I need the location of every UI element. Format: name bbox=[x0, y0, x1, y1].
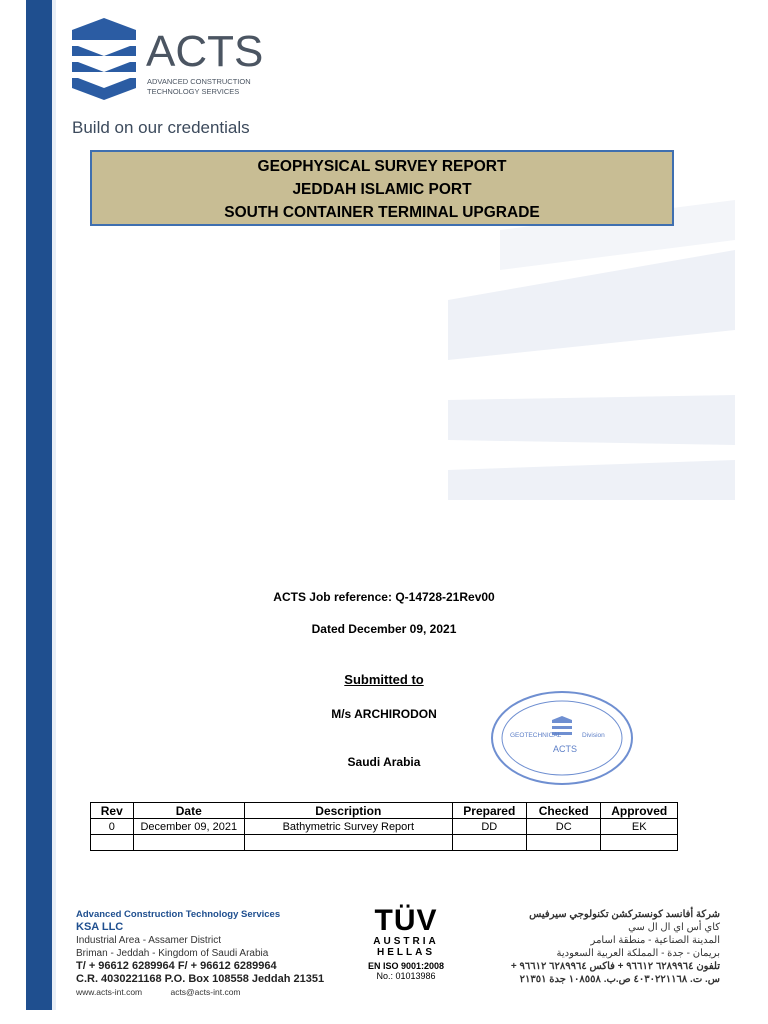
client-country: Saudi Arabia bbox=[347, 755, 421, 769]
cell-prepared bbox=[452, 835, 526, 851]
brand-tagline: Build on our credentials bbox=[72, 118, 250, 137]
header-prepared: Prepared bbox=[452, 803, 526, 819]
title-line-1: GEOPHYSICAL SURVEY REPORT bbox=[257, 158, 507, 175]
report-title-box bbox=[90, 150, 674, 226]
report-date: Dated December 09, 2021 bbox=[311, 622, 457, 636]
left-accent-stripe bbox=[52, 0, 56, 1010]
tuv-hellas: HELLAS bbox=[377, 947, 435, 958]
cell-description: Bathymetric Survey Report bbox=[245, 819, 453, 835]
cell-date bbox=[133, 835, 245, 851]
submitted-to-heading: Submitted to bbox=[344, 672, 424, 687]
footer-ar-address1: المدينة الصناعية - منطقة اسامر bbox=[590, 935, 720, 946]
footer-entity: KSA LLC bbox=[76, 921, 124, 933]
header-date: Date bbox=[133, 803, 245, 819]
acts-logo-mark bbox=[72, 16, 262, 112]
header-rev: Rev bbox=[91, 803, 134, 819]
client-name: M/s ARCHIRODON bbox=[331, 707, 437, 721]
svg-text:ACTS: ACTS bbox=[146, 27, 262, 76]
footer-website[interactable]: www.acts-int.com bbox=[76, 987, 143, 997]
footer-company: Advanced Construction Technology Services bbox=[76, 909, 281, 920]
footer-ar-company: شركة أفانسد كونستركشن تكنولوجي سيرفيس bbox=[529, 909, 720, 920]
header-description: Description bbox=[245, 803, 453, 819]
table-row bbox=[91, 835, 678, 851]
footer-address-line1: Industrial Area - Assamer District bbox=[76, 935, 222, 946]
left-accent-bar bbox=[26, 0, 52, 1010]
cell-rev: 0 bbox=[91, 819, 134, 835]
cell-checked: DC bbox=[527, 819, 601, 835]
revision-table bbox=[90, 802, 678, 851]
title-line-3: SOUTH CONTAINER TERMINAL UPGRADE bbox=[224, 204, 540, 221]
tuv-certification bbox=[364, 906, 448, 981]
table-header-row bbox=[91, 803, 678, 819]
svg-text:Division: Division bbox=[582, 732, 605, 739]
cell-prepared: DD bbox=[452, 819, 526, 835]
cell-approved bbox=[601, 835, 678, 851]
certificate-number: No.: 01013986 bbox=[376, 971, 436, 981]
cell-description bbox=[245, 835, 453, 851]
svg-text:ADVANCED CONSTRUCTION: ADVANCED CONSTRUCTION bbox=[147, 77, 251, 86]
footer-ar-address2: بريمان - جدة - المملكة العربية السعودية bbox=[556, 948, 720, 959]
footer-ar-phone: تلفون ٦٢٨٩٩٦٤ ٩٦٦١٢ + فاكس ٦٢٨٩٩٦٤ ٩٦٦١٢ + bbox=[510, 961, 720, 972]
table-row bbox=[91, 819, 678, 835]
company-stamp bbox=[490, 690, 634, 791]
footer-email[interactable]: acts@acts-int.com bbox=[170, 987, 241, 997]
footer-phone-fax: T/ + 96612 6289964 F/ + 96612 6289964 bbox=[76, 960, 277, 972]
svg-text:GEOTECHNICAL: GEOTECHNICAL bbox=[510, 732, 562, 739]
cell-rev bbox=[91, 835, 134, 851]
footer-address-line2: Briman - Jeddah - Kingdom of Saudi Arabia bbox=[76, 948, 269, 959]
header-approved: Approved bbox=[601, 803, 678, 819]
footer-address-english bbox=[76, 908, 324, 999]
cell-approved: EK bbox=[601, 819, 678, 835]
cell-date: December 09, 2021 bbox=[133, 819, 245, 835]
tuv-logo: TÜV bbox=[374, 904, 438, 937]
acts-logo bbox=[72, 16, 262, 117]
iso-standard: EN ISO 9001:2008 bbox=[367, 961, 445, 971]
job-reference: ACTS Job reference: Q-14728-21Rev00 bbox=[273, 590, 495, 604]
cell-checked bbox=[527, 835, 601, 851]
footer-ar-entity: كاي أس اي ال ال سي bbox=[628, 922, 720, 933]
tuv-austria: AUSTRIA bbox=[373, 936, 439, 947]
header-checked: Checked bbox=[527, 803, 601, 819]
footer-ar-cr: س. ت. ٤٠٣٠٢٢١١٦٨ ص.ب. ١٠٨٥٥٨ جدة ٢١٣٥١ bbox=[519, 974, 720, 985]
background-building-graphic bbox=[440, 200, 740, 560]
footer-cr-po: C.R. 4030221168 P.O. Box 108558 Jeddah 21351 bbox=[76, 973, 325, 985]
title-line-2: JEDDAH ISLAMIC PORT bbox=[292, 181, 472, 198]
svg-text:ACTS: ACTS bbox=[553, 744, 578, 754]
svg-text:TECHNOLOGY SERVICES: TECHNOLOGY SERVICES bbox=[147, 87, 240, 96]
footer-address-arabic bbox=[510, 908, 720, 986]
